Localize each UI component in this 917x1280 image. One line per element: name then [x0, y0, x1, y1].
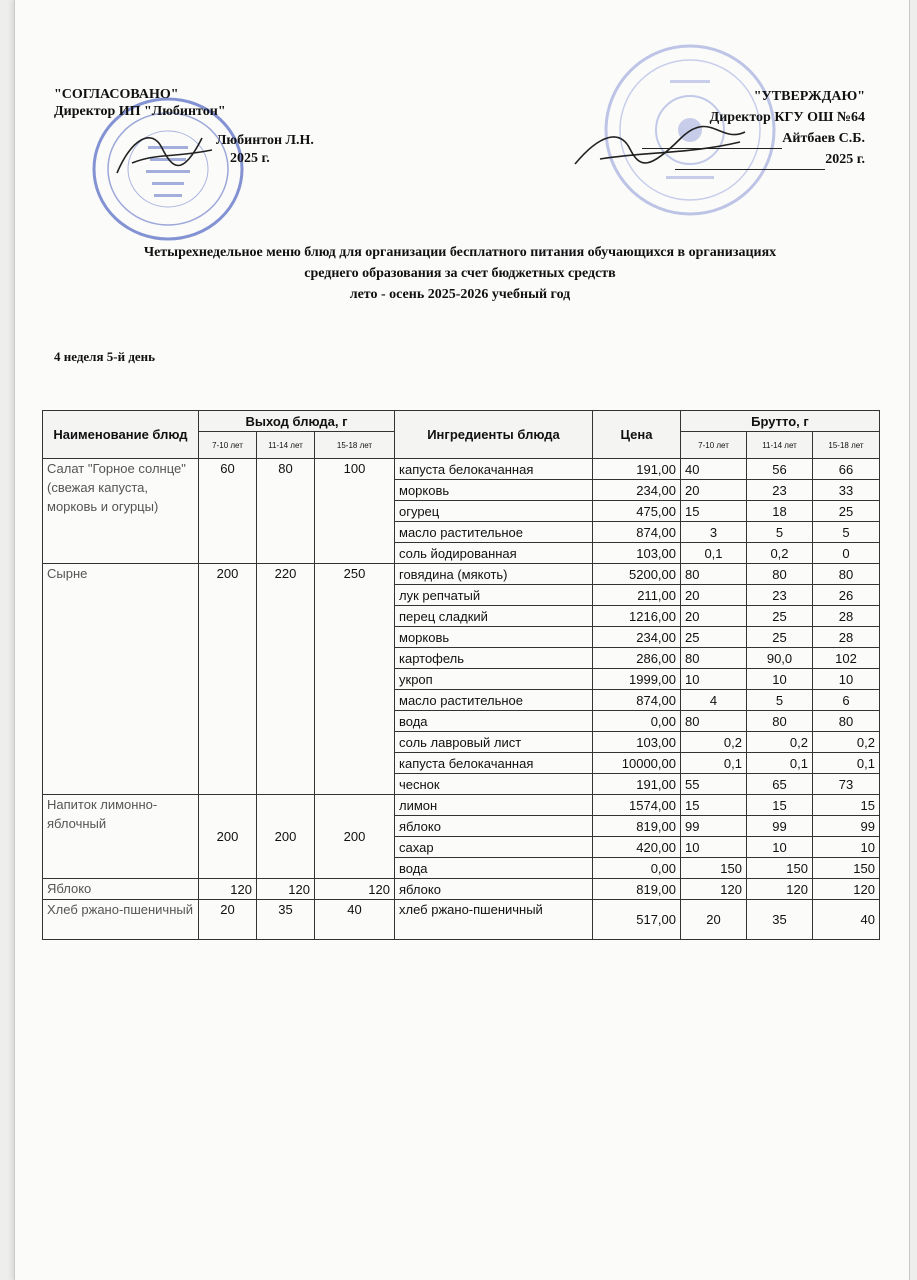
document-title — [40, 242, 880, 305]
table-row — [43, 879, 880, 900]
header-age-11-14: 11-14 лет — [257, 432, 315, 459]
gross-11-14: 80 — [747, 711, 813, 732]
gross-15-18: 150 — [813, 858, 880, 879]
approval-name-line — [642, 128, 865, 149]
gross-7-10: 0,1 — [681, 543, 747, 564]
output-7-10: 120 — [199, 879, 257, 900]
gross-15-18: 80 — [813, 564, 880, 585]
ingredient: укроп — [395, 669, 593, 690]
menu-table — [42, 410, 880, 940]
price: 103,00 — [593, 732, 681, 753]
gross-7-10: 99 — [681, 816, 747, 837]
header-age-15-18: 15-18 лет — [813, 432, 880, 459]
gross-15-18: 10 — [813, 837, 880, 858]
price: 517,00 — [593, 900, 681, 940]
output-11-14: 200 — [257, 795, 315, 879]
gross-7-10: 80 — [681, 711, 747, 732]
output-15-18: 120 — [315, 879, 395, 900]
ingredient: огурец — [395, 501, 593, 522]
approval-heading: "УТВЕРЖДАЮ" — [753, 89, 865, 104]
ingredient: масло растительное — [395, 522, 593, 543]
gross-15-18: 99 — [813, 816, 880, 837]
output-11-14: 35 — [257, 900, 315, 940]
price: 10000,00 — [593, 753, 681, 774]
gross-15-18: 80 — [813, 711, 880, 732]
gross-7-10: 10 — [681, 669, 747, 690]
gross-15-18: 66 — [813, 459, 880, 480]
page-edge — [14, 0, 15, 1280]
header-ingredients: Ингредиенты блюда — [395, 411, 593, 459]
ingredient: говядина (мякоть) — [395, 564, 593, 585]
ingredient: морковь — [395, 480, 593, 501]
title-line-1: Четырехнедельное меню блюд для организации бесплатного питания обучающихся в организациях — [143, 245, 777, 260]
gross-15-18: 33 — [813, 480, 880, 501]
gross-15-18: 0,2 — [813, 732, 880, 753]
approval-date: 2025 г. — [230, 151, 270, 166]
dish-name: Сырне — [43, 564, 199, 795]
output-15-18: 250 — [315, 564, 395, 795]
ingredient: лимон — [395, 795, 593, 816]
gross-15-18: 6 — [813, 690, 880, 711]
header-gross: Брутто, г — [681, 411, 880, 432]
gross-7-10: 20 — [681, 900, 747, 940]
approval-date-line — [642, 149, 865, 170]
gross-7-10: 20 — [681, 585, 747, 606]
ingredient: чеснок — [395, 774, 593, 795]
gross-15-18: 120 — [813, 879, 880, 900]
header-age-7-10: 7-10 лет — [199, 432, 257, 459]
output-15-18: 40 — [315, 900, 395, 940]
left-signature — [112, 118, 222, 188]
gross-11-14: 99 — [747, 816, 813, 837]
approval-date: 2025 г. — [825, 152, 865, 167]
gross-7-10: 80 — [681, 648, 747, 669]
price: 0,00 — [593, 711, 681, 732]
title-line-3: лето - осень 2025-2026 учебный год — [349, 287, 571, 302]
gross-15-18: 25 — [813, 501, 880, 522]
gross-11-14: 0,2 — [747, 732, 813, 753]
gross-7-10: 4 — [681, 690, 747, 711]
gross-15-18: 40 — [813, 900, 880, 940]
gross-11-14: 120 — [747, 879, 813, 900]
price: 819,00 — [593, 879, 681, 900]
price: 103,00 — [593, 543, 681, 564]
output-11-14: 220 — [257, 564, 315, 795]
output-11-14: 80 — [257, 459, 315, 564]
ingredient: вода — [395, 711, 593, 732]
output-7-10: 60 — [199, 459, 257, 564]
price: 211,00 — [593, 585, 681, 606]
header-dish-name: Наименование блюд — [43, 411, 199, 459]
ingredient: яблоко — [395, 816, 593, 837]
approval-position: Директор КГУ ОШ №64 — [709, 110, 865, 125]
gross-15-18: 0,1 — [813, 753, 880, 774]
gross-7-10: 0,1 — [681, 753, 747, 774]
gross-7-10: 150 — [681, 858, 747, 879]
gross-15-18: 28 — [813, 606, 880, 627]
approval-position: Директор ИП "Любинтон" — [54, 104, 226, 119]
price: 234,00 — [593, 480, 681, 501]
price: 5200,00 — [593, 564, 681, 585]
ingredient: соль йодированная — [395, 543, 593, 564]
dish-name: Хлеб ржано-пшеничный — [43, 900, 199, 940]
header-output: Выход блюда, г — [199, 411, 395, 432]
gross-11-14: 25 — [747, 606, 813, 627]
ingredient: сахар — [395, 837, 593, 858]
table-row — [43, 795, 880, 816]
gross-15-18: 28 — [813, 627, 880, 648]
gross-11-14: 90,0 — [747, 648, 813, 669]
price: 1574,00 — [593, 795, 681, 816]
header-age-7-10: 7-10 лет — [681, 432, 747, 459]
price: 874,00 — [593, 690, 681, 711]
price: 819,00 — [593, 816, 681, 837]
header-price: Цена — [593, 411, 681, 459]
gross-11-14: 10 — [747, 837, 813, 858]
gross-11-14: 10 — [747, 669, 813, 690]
gross-7-10: 20 — [681, 480, 747, 501]
gross-11-14: 65 — [747, 774, 813, 795]
header-age-15-18: 15-18 лет — [315, 432, 395, 459]
approval-approved-block — [642, 86, 865, 170]
ingredient: лук репчатый — [395, 585, 593, 606]
price: 0,00 — [593, 858, 681, 879]
gross-15-18: 73 — [813, 774, 880, 795]
ingredient: соль лавровый лист — [395, 732, 593, 753]
price: 286,00 — [593, 648, 681, 669]
ingredient: хлеб ржано-пшеничный — [395, 900, 593, 940]
header-age-11-14: 11-14 лет — [747, 432, 813, 459]
gross-11-14: 25 — [747, 627, 813, 648]
output-7-10: 20 — [199, 900, 257, 940]
table-row — [43, 564, 880, 585]
price: 475,00 — [593, 501, 681, 522]
gross-7-10: 10 — [681, 837, 747, 858]
gross-7-10: 40 — [681, 459, 747, 480]
ingredient: капуста белокачанная — [395, 753, 593, 774]
gross-11-14: 5 — [747, 690, 813, 711]
gross-7-10: 15 — [681, 501, 747, 522]
gross-11-14: 18 — [747, 501, 813, 522]
ingredient: перец сладкий — [395, 606, 593, 627]
approval-agreed-block — [54, 86, 314, 166]
ingredient: морковь — [395, 627, 593, 648]
approval-name: Айтбаев С.Б. — [782, 131, 865, 146]
gross-15-18: 5 — [813, 522, 880, 543]
price: 191,00 — [593, 459, 681, 480]
gross-7-10: 3 — [681, 522, 747, 543]
gross-11-14: 23 — [747, 585, 813, 606]
gross-15-18: 15 — [813, 795, 880, 816]
dish-name: Салат "Горное солнце" (свежая капуста, морковь и огурцы) — [43, 459, 199, 564]
price: 1999,00 — [593, 669, 681, 690]
ingredient: капуста белокачанная — [395, 459, 593, 480]
gross-11-14: 0,2 — [747, 543, 813, 564]
gross-7-10: 20 — [681, 606, 747, 627]
ingredient: вода — [395, 858, 593, 879]
output-7-10: 200 — [199, 795, 257, 879]
gross-11-14: 80 — [747, 564, 813, 585]
gross-15-18: 26 — [813, 585, 880, 606]
table-row — [43, 459, 880, 480]
dish-name: Яблоко — [43, 879, 199, 900]
gross-15-18: 10 — [813, 669, 880, 690]
ingredient: масло растительное — [395, 690, 593, 711]
output-15-18: 100 — [315, 459, 395, 564]
gross-15-18: 0 — [813, 543, 880, 564]
gross-11-14: 150 — [747, 858, 813, 879]
output-11-14: 120 — [257, 879, 315, 900]
gross-7-10: 15 — [681, 795, 747, 816]
approval-heading: "СОГЛАСОВАНО" — [54, 87, 179, 102]
gross-11-14: 56 — [747, 459, 813, 480]
gross-15-18: 102 — [813, 648, 880, 669]
ingredient: картофель — [395, 648, 593, 669]
title-line-2: среднего образования за счет бюджетных средств — [304, 266, 616, 281]
gross-7-10: 120 — [681, 879, 747, 900]
gross-7-10: 55 — [681, 774, 747, 795]
price: 1216,00 — [593, 606, 681, 627]
output-7-10: 200 — [199, 564, 257, 795]
gross-7-10: 0,2 — [681, 732, 747, 753]
week-day-label: 4 неделя 5-й день — [54, 349, 156, 364]
gross-11-14: 23 — [747, 480, 813, 501]
output-15-18: 200 — [315, 795, 395, 879]
ingredient: яблоко — [395, 879, 593, 900]
gross-7-10: 25 — [681, 627, 747, 648]
table-row — [43, 900, 880, 940]
dish-name: Напиток лимонно-яблочный — [43, 795, 199, 879]
price: 874,00 — [593, 522, 681, 543]
price: 420,00 — [593, 837, 681, 858]
page-edge — [909, 0, 910, 1280]
gross-11-14: 0,1 — [747, 753, 813, 774]
gross-7-10: 80 — [681, 564, 747, 585]
price: 234,00 — [593, 627, 681, 648]
gross-11-14: 5 — [747, 522, 813, 543]
approval-name: Любинтон Л.Н. — [216, 133, 314, 148]
gross-11-14: 15 — [747, 795, 813, 816]
gross-11-14: 35 — [747, 900, 813, 940]
price: 191,00 — [593, 774, 681, 795]
